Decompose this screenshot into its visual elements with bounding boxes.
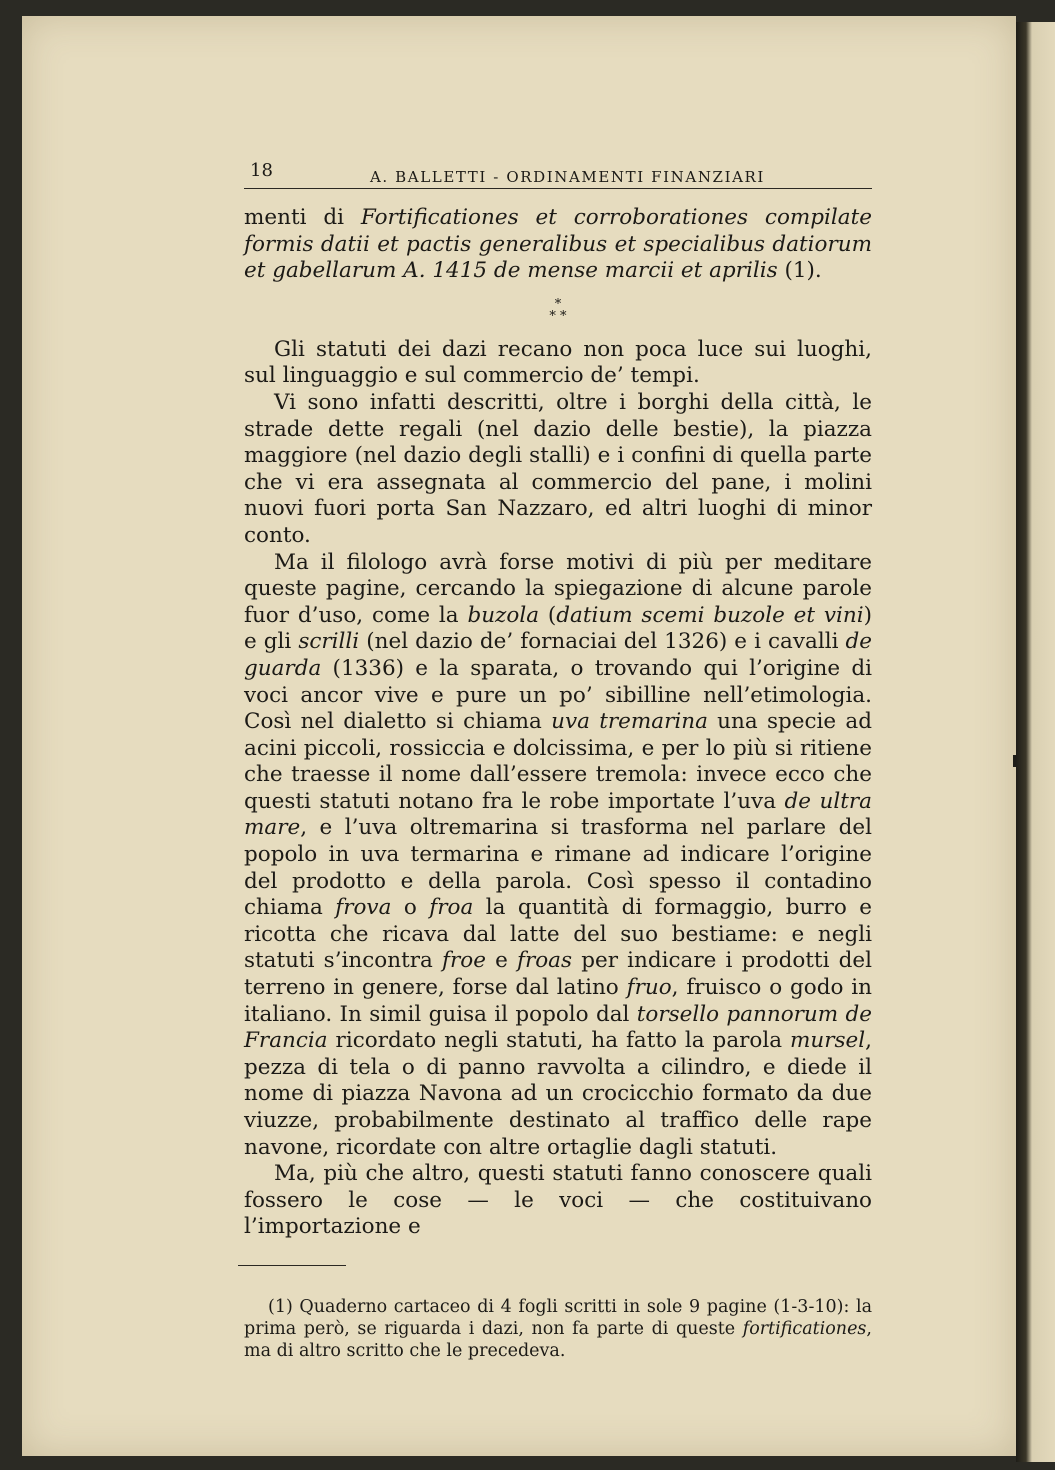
text-span: , fruisco o godo in italiano. In simil guisa il popolo dal — [244, 975, 872, 1027]
asterism-bottom: * * — [549, 308, 567, 324]
italic-term: torsello pannorum de Francia — [244, 1001, 872, 1054]
text-span: (1) Quaderno cartaceo di 4 fogli scritti in sole 9 pagine (1-3-10): la prima però, se riguarda i dazi, non fa parte di queste — [244, 1296, 872, 1339]
page-header — [244, 150, 872, 189]
italic-term: uva tremarina — [551, 709, 708, 735]
footnote — [244, 1296, 872, 1362]
italic-title: Fortificationes et corroborationes compilate formis datii et pactis generalibus et specialibus datiorum et gabellarum A. 1415 de mense marcii et aprilis — [244, 205, 872, 284]
page-number: 18 — [250, 160, 273, 181]
italic-term: fortificationes — [742, 1318, 867, 1339]
running-title: A. BALLETTI - ORDINAMENTI FINANZIARI — [370, 168, 765, 186]
italic-term: buzola — [467, 602, 540, 628]
text-span: o — [391, 895, 430, 921]
text-span: , e l’uva oltremarina si trasforma nel parlare del popolo in uva termarina e rimane ad indicare l’origine del prodotto e della parola. Così spesso il contadino chiama — [244, 815, 872, 921]
paragraph: Ma, più che altro, questi statuti fanno conoscere quali fossero le cose — le voci — che costituivano l’importazione e — [244, 1161, 872, 1240]
text-span: e — [485, 948, 517, 974]
text-span: ricordato negli statuti, ha fatto la parola — [327, 1028, 790, 1054]
text-span: menti di — [244, 205, 361, 230]
footnote-rule — [238, 1265, 346, 1266]
italic-term: mursel — [790, 1028, 866, 1054]
text-span: la quantità di formaggio, burro e ricotta che ricava dal latte del suo bestiame: e negli statuti s’incontra — [244, 895, 872, 974]
italic-term: froas — [517, 948, 573, 974]
footnote-text — [244, 1296, 872, 1362]
text-span: per indicare i prodotti del terreno in genere, forse dal latino — [244, 948, 872, 1001]
italic-term: de guarda — [244, 629, 872, 681]
paragraph-continuation — [244, 205, 872, 285]
text-span: ( — [539, 602, 557, 628]
text-span: ) e gli — [244, 602, 872, 655]
italic-term: frova — [335, 895, 392, 921]
italic-term: scrilli — [298, 629, 360, 655]
next-page-edge — [1016, 22, 1055, 1462]
italic-term: fruo — [626, 975, 672, 1001]
text-span: una specie ad acini piccoli, rossiccia e dolcissima, e per lo più si ritiene che traesse il nome dall’essere tremola: invece ecco che questi statuti notano fra le robe importate l’uva — [244, 709, 873, 814]
page-edge-mark — [1013, 755, 1016, 767]
italic-term: de ultra mare — [244, 788, 872, 841]
text-span: (nel dazio de’ fornaciai del 1326) e i cavalli — [359, 629, 846, 655]
paragraph — [244, 550, 872, 1162]
page-content — [244, 150, 872, 1362]
asterism-top: * — [554, 296, 562, 312]
paragraph: Vi sono infatti descritti, oltre i borghi della città, le strade dette regali (nel dazio delle bestie), la piazza maggiore (nel dazio degli stalli) e i confini di quella parte che vi era assegnata al commercio del pane, i molini nuovi fuori porta San Nazzaro, ed altri luoghi di minor conto. — [244, 389, 872, 548]
body-text — [244, 205, 872, 1241]
text-span: , ma di altro scritto che le precedeva. — [244, 1318, 872, 1361]
paragraph: Gli statuti dei dazi recano non poca luce sui luoghi, sul linguaggio e sul commercio de’ tempi. — [244, 336, 872, 389]
italic-term: datium scemi buzole et vini — [556, 602, 864, 628]
text-span: (1336) e la sparata, o trovando qui l’origine di voci ancor vive e pure un po’ sibilline nell’etimologia. Così nel dialetto si chiama — [244, 655, 872, 735]
text-span: , pezza di tela o di panno ravvolta a cilindro, e diede il nome di piazza Navona ad un crocicchio formato da due viuzze, probabilmente destinato al traffico delle rape navone, ricordate con altre ortaglie dagli statuti. — [244, 1028, 872, 1160]
italic-term: froe — [442, 948, 486, 974]
footnote-ref: (1). — [777, 258, 822, 284]
italic-term: froa — [429, 895, 474, 921]
text-span: Ma il filologo avrà forse motivi di più per meditare queste pagine, cercando la spiegazione di alcune parole fuor d’uso, come la — [244, 549, 872, 628]
section-ornament — [244, 296, 872, 324]
